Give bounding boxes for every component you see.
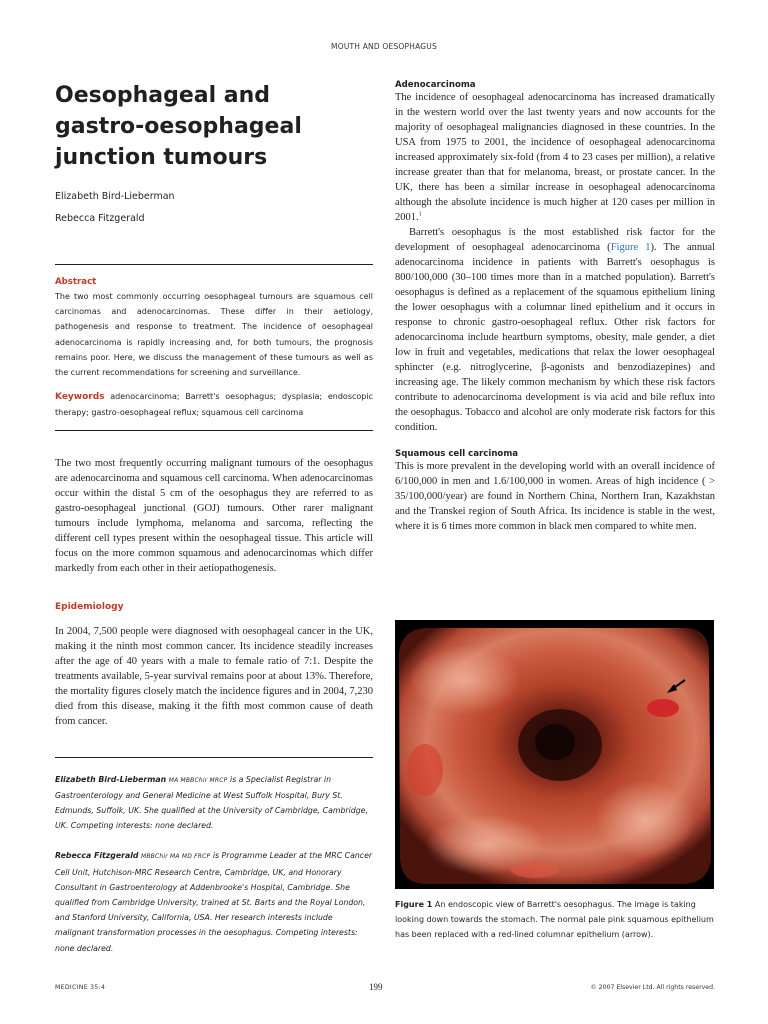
keywords-label: Keywords <box>55 392 105 403</box>
bio-text: is Programme Leader at the MRC Cancer Cell Unit, Hutchison-MRC Research Centre, Cambridge, UK, and Honorary Consultant in Gastroenterology at Addenbrooke's Hospital, Cambridge. She qualified from Cambridge University, trained at St. Barts and the Royal London, and Stanford University, California, USA. Her research interests include malignant transformation processes in the oesophagus. Competing interests: none declared. <box>55 851 373 953</box>
endoscopy-figure <box>395 620 714 889</box>
epidemiology-heading: Epidemiology <box>55 601 124 612</box>
scc-heading: Squamous cell carcinoma <box>395 449 519 459</box>
title-line: Oesophageal and <box>55 83 271 108</box>
reference-marker[interactable]: 1 <box>418 211 422 218</box>
adeno-p1-text: The incidence of oesophageal adenocarcinoma has increased dramatically in the western world over the last twenty years and now accounts for the majority of oesophageal malignancies diagnosed in these countries. In the USA from 1975 to 2001, the incidence of oesophageal adenocarcinoma increased approximately six-fold (from 4 to 23 cases per million), a relative increase greater than that for melanoma, breast, or prostate cancer. In the UK, there has been a similar increase in oesophageal adenocarcinoma although the absolute incidence is much higher at 120 cases per million in 2001. <box>395 92 715 223</box>
author-bio <box>55 848 373 955</box>
left-column <box>55 80 373 956</box>
keywords <box>55 389 373 420</box>
keywords-text: adenocarcinoma; Barrett's oesophagus; dysplasia; endoscopic therapy; gastro-oesophageal reflux; squamous cell carcinoma <box>55 392 373 418</box>
title-line: junction tumours <box>55 145 268 170</box>
barretts-paragraph <box>395 225 715 435</box>
bio-credentials: MBBChir MA MD FRCP <box>140 853 211 861</box>
abstract-top-rule <box>55 264 373 265</box>
bio-rule <box>55 757 373 758</box>
bio-name: Elizabeth Bird-Lieberman <box>55 774 167 784</box>
endoscopic-image <box>395 620 714 889</box>
abstract-text: The two most commonly occurring oesophageal tumours are squamous cell carcinomas and adenocarcinomas. These differ in their aetiology, pathogenesis and response to treatment. The incidence of oesophageal adenocarcinoma is rapidly increasing and, for both tumours, the prognosis remains poor. Here, we discuss the management of these tumours as well as the current recommendations for screening and surveillance. <box>55 292 373 378</box>
page-number: 199 <box>369 982 383 992</box>
author-name: Rebecca Fitzgerald <box>55 213 145 224</box>
figure-1-link[interactable]: Figure 1 <box>610 242 651 253</box>
adeno-p2-before: Barrett's oesophagus is the most established risk factor for the development of oesophageal adenocarcinoma ( <box>395 227 715 253</box>
abstract-bottom-rule <box>55 430 373 431</box>
title-line: gastro-oesophageal <box>55 114 302 139</box>
copyright: © 2007 Elsevier Ltd. All rights reserved. <box>590 984 715 991</box>
running-head: MOUTH AND OESOPHAGUS <box>331 42 437 51</box>
adenocarcinoma-paragraph <box>395 90 715 225</box>
scc-paragraph: This is more prevalent in the developing world with an overall incidence of 6/100,000 in men and 1.6/100,000 in women. Areas of high incidence ( > 35/100,000/year) are found in Northern China, Northern Iran, Kazakhstan and the Transkei region of South Africa. Its incidence is stable in the west, where it is 6 times more common in black men compared to white men. <box>395 461 715 532</box>
right-column <box>395 80 715 534</box>
author-name: Elizabeth Bird-Lieberman <box>55 191 175 202</box>
author-bio <box>55 772 373 834</box>
journal-citation: MEDICINE 35:4 <box>55 984 106 991</box>
bio-text: is a Specialist Registrar in Gastroenterology and General Medicine at West Suffolk Hospital, Bury St. Edmunds, Suffolk, UK. She qualified at the University of Cambridge, Cambridge, UK. Competing interests: none declared. <box>55 774 368 831</box>
bio-credentials: MA MBBChir MRCP <box>168 776 228 784</box>
adenocarcinoma-heading: Adenocarcinoma <box>395 80 476 90</box>
epidemiology-paragraph: In 2004, 7,500 people were diagnosed with oesophageal cancer in the UK, making it the ninth most common cancer. Its incidence steadily increases after the age of 40 years with a male to female ratio of 7:1. Despite the treatments available, 5-year survival remains poor at about 13%. Therefore, the mortality figures closely match the incidence figures and in 2004, 7,230 died from this disease, making it the fifth most common cause of death from cancer. <box>55 625 373 727</box>
figure-caption <box>395 897 715 943</box>
bio-name: Rebecca Fitzgerald <box>55 851 139 861</box>
abstract-heading: Abstract <box>55 277 97 287</box>
caption-label: Figure 1 <box>395 900 433 909</box>
caption-text: An endoscopic view of Barrett's oesophagus. The image is taking looking down towards the stomach. The normal pale pink squamous epithelium has been replaced with a red-lined columnar epithelium (arrow). <box>395 900 714 940</box>
article-title <box>55 80 373 173</box>
author-list <box>55 186 373 230</box>
page-footer <box>55 982 715 994</box>
intro-paragraph: The two most frequently occurring malignant tumours of the oesophagus are adenocarcinoma and squamous cell carcinoma. When adenocarcinomas occur within the distal 5 cm of the oesophagus they are referred to as gastro-oesophageal junctional (GOJ) tumours. Other rarer malignant tumours include lymphoma, melanoma and sarcoma, reflecting the different cell types present within the oesophageal tissue. This article will focus on the more common squamous and adenocarcinomas which differ markedly from each other in their aetiopathogenesis. <box>55 457 373 574</box>
adeno-p2-after: ). The annual adenocarcinoma incidence in patients with Barrett's oesophagus is 800/100,000 (30–100 times more than in a matched population). Barrett's oesophagus is defined as a replacement of the squamous epithelium lining the lower oesophagus with a columnar lined epithelium and it occurs in response to chronic gastro-oesophageal reflux. Other risk factors for adenocarcinoma include heartburn symptoms, obesity, male gender, a diet low in fruit and vegetables, medications that relax the lower oesophageal sphincter (e.g. nitroglycerine, β-agonists and benzodiazepines) and increasing age. The likely common mechanism by which these risk factors contribute to adenocarcinoma development is via acid and bile reflux into the oesophagus. Tobacco and alcohol are only moderate risk factors for this condition. <box>395 242 715 433</box>
